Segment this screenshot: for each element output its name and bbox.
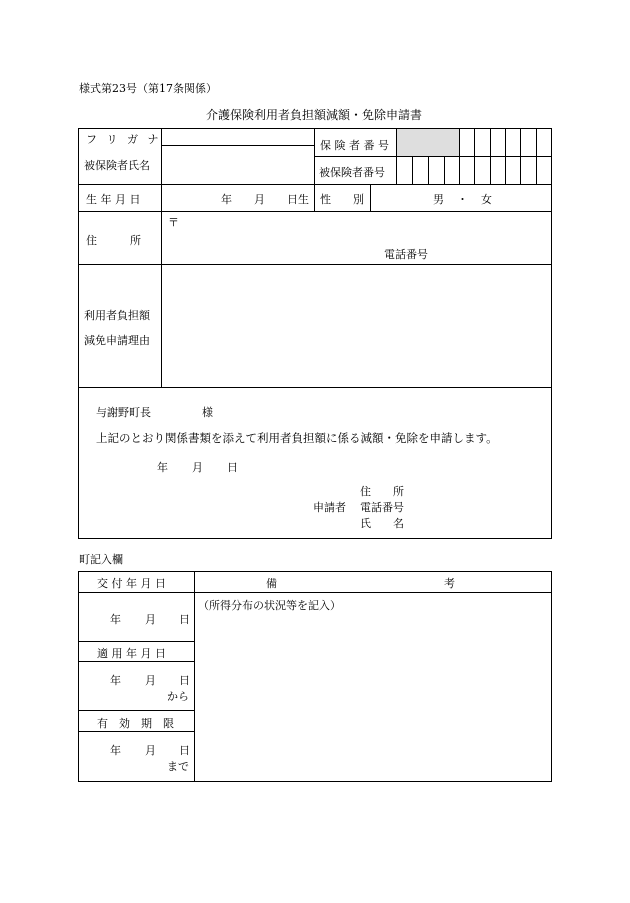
declaration-month-unit: 月 [192, 461, 203, 474]
validity-month-unit: 月 [145, 744, 156, 757]
furigana-label: フ リ ガ ナ [86, 133, 162, 146]
apply-day-unit: 日 [179, 674, 190, 687]
insured-name-label: 被保険者氏名 [84, 159, 150, 172]
sex-female-option[interactable]: 女 [481, 193, 492, 206]
declaration-statement: 上記のとおり関係書類を添えて利用者負担額に係る減額・免除を申請します。 [96, 431, 498, 445]
postal-mark: 〒 [168, 216, 179, 229]
issue-year-unit: 年 [110, 613, 121, 626]
apply-year-unit: 年 [110, 674, 121, 687]
insured-number-field[interactable] [397, 157, 551, 184]
remarks-note: （所得分布の状況等を記入） [198, 599, 341, 612]
until-label: まで [167, 760, 189, 773]
insurer-number-label: 保 険 者 番 号 [320, 139, 389, 152]
validity-day-unit: 日 [179, 744, 190, 757]
remarks-field[interactable] [196, 612, 550, 780]
validity-year-unit: 年 [110, 744, 121, 757]
birth-year-unit: 年 [221, 193, 232, 206]
applicant-name-label: 氏 名 [360, 517, 404, 530]
remarks-label-1: 備 [266, 577, 277, 590]
office-use-heading: 町記入欄 [79, 553, 123, 566]
form-title: 介護保険利用者負担額減額・免除申請書 [206, 108, 423, 122]
reason-label-line2: 減免申請理由 [84, 334, 150, 347]
form-number: 様式第23号（第17条関係） [79, 82, 217, 95]
phone-label: 電話番号 [384, 248, 428, 261]
sex-label: 性 別 [320, 193, 364, 206]
apply-month-unit: 月 [145, 674, 156, 687]
address-label: 住 所 [86, 234, 141, 247]
birth-date-label: 生 年 月 日 [86, 193, 141, 206]
honorific: 様 [202, 406, 213, 419]
birth-day-unit: 日生 [287, 193, 309, 206]
issue-date-label: 交 付 年 月 日 [97, 577, 166, 590]
birth-month-unit: 月 [254, 193, 265, 206]
insured-number-label: 被保険者番号 [319, 166, 385, 179]
reason-field[interactable] [162, 265, 550, 386]
validity-label: 有 効 期 限 [97, 717, 174, 730]
applicant-address-label: 住 所 [360, 485, 404, 498]
furigana-field[interactable] [162, 129, 313, 145]
insurer-number-shaded-cell [396, 129, 459, 156]
addressee: 与謝野町長 [96, 406, 151, 419]
issue-day-unit: 日 [179, 613, 190, 626]
sex-male-option[interactable]: 男 [433, 193, 444, 206]
from-label: から [167, 690, 189, 703]
insured-name-field[interactable] [162, 146, 313, 184]
apply-date-label: 適 用 年 月 日 [97, 647, 166, 660]
sex-separator: ・ [457, 193, 468, 206]
applicant-label: 申請者 [313, 501, 346, 514]
applicant-phone-label: 電話番号 [360, 501, 404, 514]
declaration-day-unit: 日 [227, 461, 238, 474]
remarks-label-2: 考 [444, 577, 455, 590]
issue-month-unit: 月 [145, 613, 156, 626]
declaration-year-unit: 年 [157, 461, 168, 474]
address-field[interactable] [180, 213, 550, 241]
reason-label-line1: 利用者負担額 [84, 309, 150, 322]
